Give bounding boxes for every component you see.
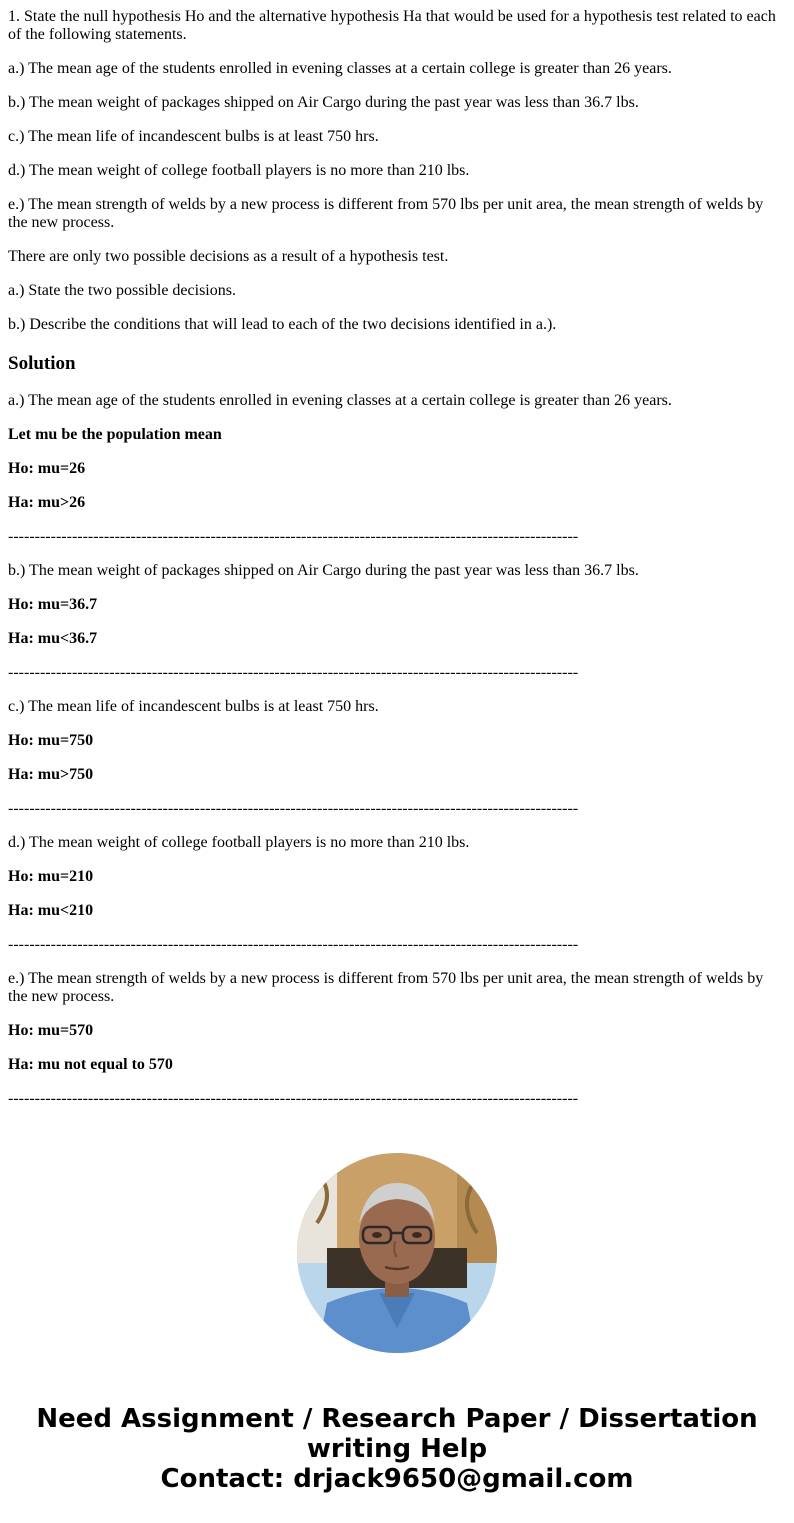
- promo-contact: Contact: drjack9650@gmail.com: [160, 1464, 634, 1494]
- solution-c-alt-hypothesis: Ha: mu>750: [8, 766, 94, 783]
- solution-a-statement: a.) The mean age of the students enrolled in evening classes at a certain college is greater than 26 years.: [8, 392, 672, 409]
- solution-e-alt-hypothesis: Ha: mu not equal to 570: [8, 1056, 173, 1073]
- solution-d-alt-hypothesis: Ha: mu<210: [8, 902, 94, 919]
- solution-a-note: Let mu be the population mean: [8, 426, 222, 443]
- decisions-intro: There are only two possible decisions as a result of a hypothesis test.: [8, 248, 449, 265]
- statement-c: c.) The mean life of incandescent bulbs is at least 750 hrs.: [8, 128, 379, 145]
- question-intro: 1. State the null hypothesis Ho and the alternative hypothesis Ha that would be used for a hypothesis test related to each of the following statements.: [8, 8, 776, 43]
- solution-heading: Solution: [8, 353, 76, 374]
- author-avatar: [297, 1153, 497, 1353]
- decision-a: a.) State the two possible decisions.: [8, 282, 236, 299]
- statement-a: a.) The mean age of the students enrolled in evening classes at a certain college is greater than 26 years.: [8, 60, 672, 77]
- promo-line-2: writing Help: [306, 1434, 488, 1464]
- promo-line-1: Need Assignment / Research Paper / Dissertation: [36, 1404, 758, 1434]
- divider: -----------------------------------------------------------------------------------------------------------: [8, 664, 579, 681]
- statement-b: b.) The mean weight of packages shipped on Air Cargo during the past year was less than 36.7 lbs.: [8, 94, 639, 111]
- divider: -----------------------------------------------------------------------------------------------------------: [8, 1090, 579, 1107]
- divider: -----------------------------------------------------------------------------------------------------------: [8, 528, 579, 545]
- divider: -----------------------------------------------------------------------------------------------------------: [8, 936, 579, 953]
- solution-d-statement: d.) The mean weight of college football players is no more than 210 lbs.: [8, 834, 470, 851]
- solution-c-null-hypothesis: Ho: mu=750: [8, 732, 94, 749]
- solution-c-statement: c.) The mean life of incandescent bulbs is at least 750 hrs.: [8, 698, 379, 715]
- solution-b-alt-hypothesis: Ha: mu<36.7: [8, 630, 98, 647]
- solution-b-statement: b.) The mean weight of packages shipped on Air Cargo during the past year was less than 36.7 lbs.: [8, 562, 639, 579]
- promo-banner: [0, 1404, 794, 1494]
- author-photo-image: [297, 1153, 497, 1353]
- solution-b-null-hypothesis: Ho: mu=36.7: [8, 596, 98, 613]
- solution-d-null-hypothesis: Ho: mu=210: [8, 868, 94, 885]
- statement-e: e.) The mean strength of welds by a new process is different from 570 lbs per unit area, the mean strength of welds by the new process.: [8, 196, 764, 231]
- solution-a-alt-hypothesis: Ha: mu>26: [8, 494, 86, 511]
- solution-e-null-hypothesis: Ho: mu=570: [8, 1022, 94, 1039]
- solution-a-null-hypothesis: Ho: mu=26: [8, 460, 86, 477]
- statement-d: d.) The mean weight of college football players is no more than 210 lbs.: [8, 162, 470, 179]
- solution-e-statement: e.) The mean strength of welds by a new process is different from 570 lbs per unit area, the mean strength of welds by the new process.: [8, 970, 764, 1005]
- decision-b: b.) Describe the conditions that will lead to each of the two decisions identified in a.).: [8, 316, 557, 333]
- divider: -----------------------------------------------------------------------------------------------------------: [8, 800, 579, 817]
